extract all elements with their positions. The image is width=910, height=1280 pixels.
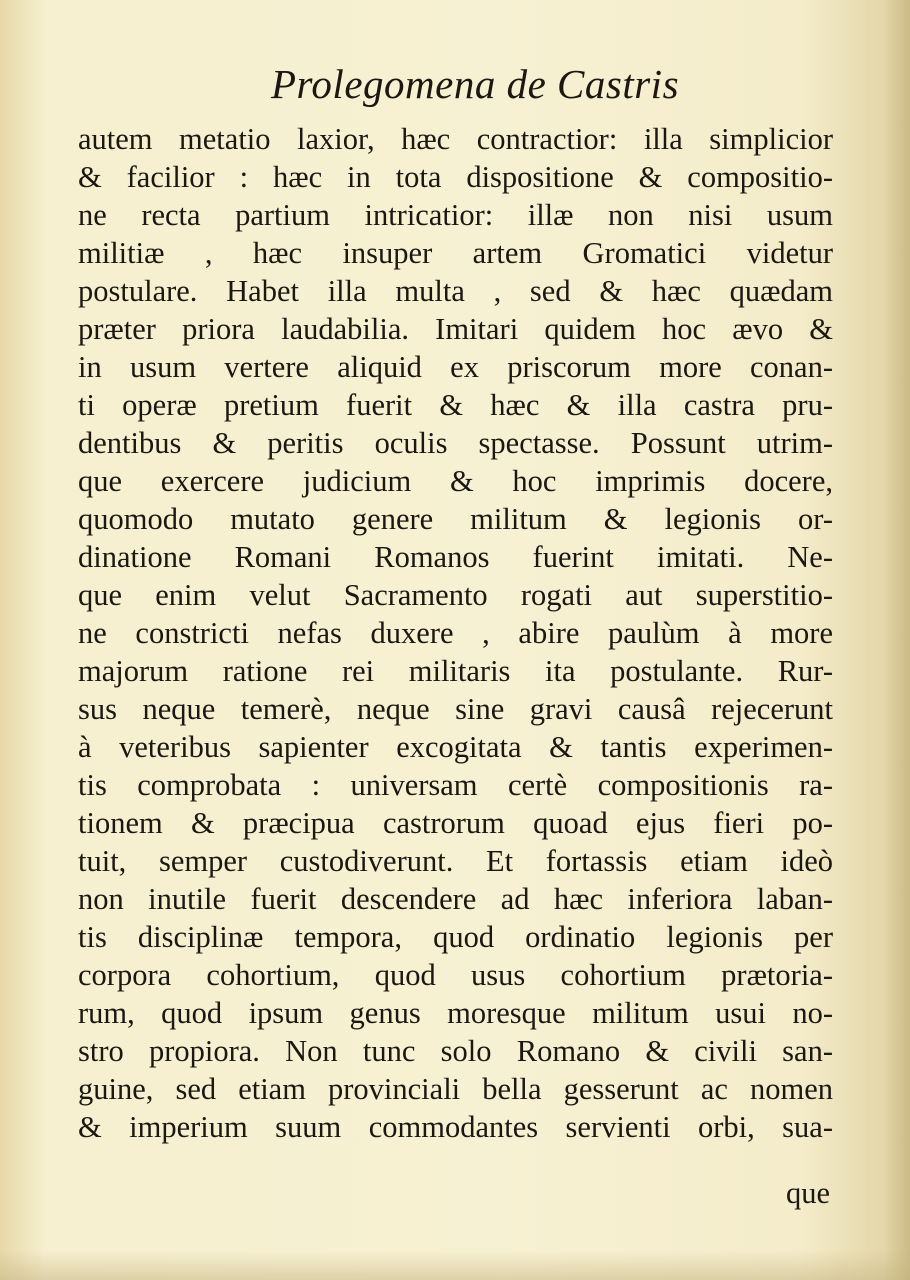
text-line: tis comprobata : universam certè compositionis ra- [78, 768, 833, 802]
text-line: postulare. Habet illa multa , sed & hæc quædam [78, 274, 833, 308]
text-line: que exercere judicium & hoc imprimis docere, [78, 464, 833, 498]
text-line: guine, sed etiam provinciali bella gesserunt ac nomen [78, 1072, 833, 1106]
text-line: corpora cohortium, quod usus cohortium prætoria- [78, 958, 833, 992]
text-line: ne constricti nefas duxere , abire paulùm à more [78, 616, 833, 650]
text-line: ti operæ pretium fuerit & hæc & illa castra pru- [78, 388, 833, 422]
catchword: que [785, 1176, 830, 1210]
text-line: tis disciplinæ tempora, quod ordinatio legionis per [78, 920, 833, 954]
text-line: rum, quod ipsum genus moresque militum usui no- [78, 996, 833, 1030]
text-line: ne recta partium intricatior: illæ non nisi usum [78, 198, 833, 232]
text-line: autem metatio laxior, hæc contractior: illa simplicior [78, 122, 833, 156]
text-line: sus neque temerè, neque sine gravi causâ rejecerunt [78, 692, 833, 726]
text-line: tionem & præcipua castrorum quoad ejus fieri po- [78, 806, 833, 840]
text-line: in usum vertere aliquid ex priscorum more conan- [78, 350, 833, 384]
text-line: quomodo mutato genere militum & legionis or- [78, 502, 833, 536]
text-line: & facilior : hæc in tota dispositione & compositio- [78, 160, 833, 194]
text-line: à veteribus sapienter excogitata & tantis experimen- [78, 730, 833, 764]
text-line: & imperium suum commodantes servienti orbi, sua- [78, 1110, 833, 1144]
body-text [78, 120, 833, 1146]
text-line: præter priora laudabilia. Imitari quidem hoc ævo & [78, 312, 833, 346]
page-bottom-shadow [0, 1250, 910, 1280]
text-line: que enim velut Sacramento rogati aut superstitio- [78, 578, 833, 612]
text-line: non inutile fuerit descendere ad hæc inferiora laban- [78, 882, 833, 916]
text-line: stro propiora. Non tunc solo Romano & civili san- [78, 1034, 833, 1068]
page-edge-shadow [884, 0, 910, 1280]
running-title: Prolegomena de Castris [270, 61, 680, 107]
text-line: militiæ , hæc insuper artem Gromatici videtur [78, 236, 833, 270]
text-line: dinatione Romani Romanos fuerint imitati. Ne- [78, 540, 833, 574]
text-line: tuit, semper custodiverunt. Et fortassis etiam ideò [78, 844, 833, 878]
text-line: majorum ratione rei militaris ita postulante. Rur- [78, 654, 833, 688]
text-line: dentibus & peritis oculis spectasse. Possunt utrim- [78, 426, 833, 460]
